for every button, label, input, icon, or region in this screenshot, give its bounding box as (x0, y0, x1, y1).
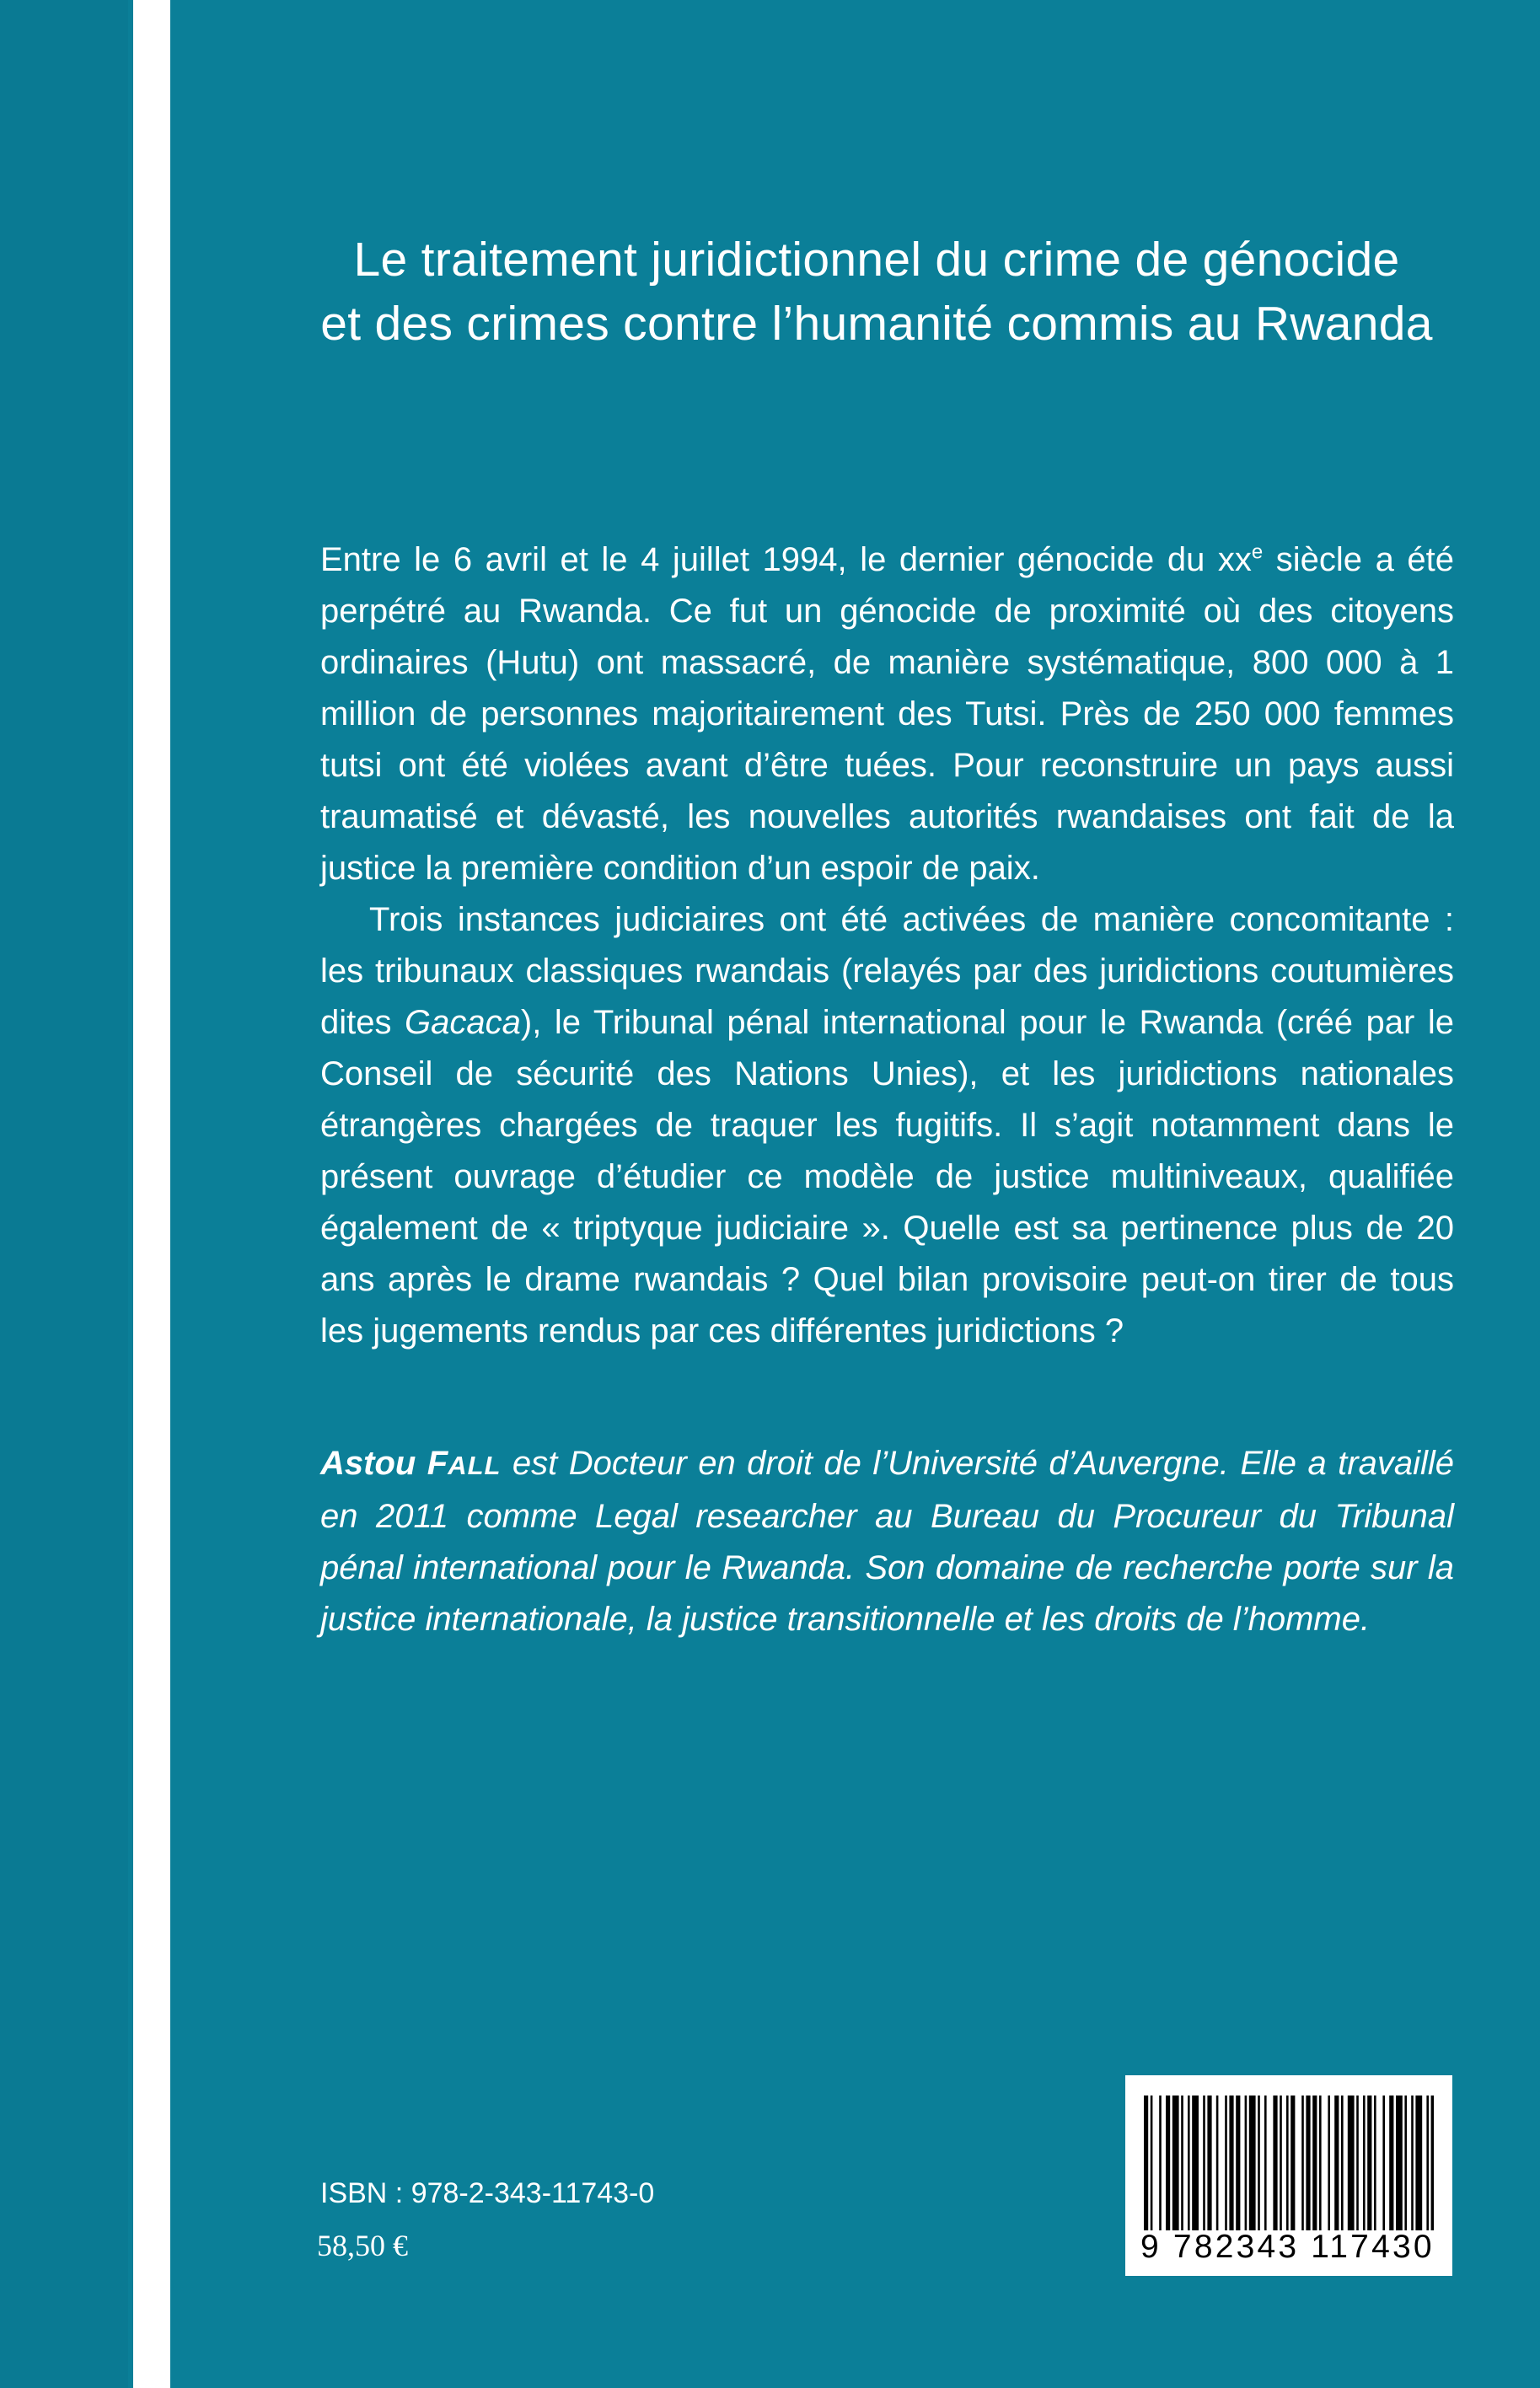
title-line-2: et des crimes contre l’humanité commis au Rwanda (320, 297, 1433, 351)
barcode-bar (1207, 2096, 1211, 2230)
barcode-bar (1151, 2096, 1153, 2230)
book-summary (320, 534, 1454, 1357)
barcode-bar (1181, 2096, 1183, 2230)
barcode-bar (1225, 2096, 1227, 2230)
author-name (320, 1445, 501, 1482)
barcode-bar (1341, 2096, 1344, 2230)
barcode-bar (1312, 2096, 1317, 2230)
barcode-bar (1264, 2096, 1267, 2230)
barcode-bar (1411, 2096, 1414, 2230)
barcode (1125, 2075, 1452, 2276)
barcode-bar (1273, 2096, 1277, 2230)
spine-band (0, 0, 128, 2388)
barcode-bar (1356, 2096, 1359, 2230)
barcode-bar (1258, 2096, 1260, 2230)
summary-p2-end: ), le Tribunal pénal international pour le Rwanda (créé par le Conseil de sécurité des Nations Unies), et les juridictions nationales étrangères chargées de traquer les fugitifs. Il s’agit notamment dans le présent ouvrage d’étudier ce modèle de justice multiniveaux, qualifiée également de « triptyque judiciaire ». Quelle est sa pertinence plus de 20 ans après le drame rwandais ? Quel bilan provisoire peut-on tirer de tous les jugements rendus par ces différentes juridictions ? (320, 1004, 1454, 1350)
barcode-bar (1188, 2096, 1190, 2230)
barcode-bar (1159, 2096, 1162, 2230)
barcode-bar (1203, 2096, 1205, 2230)
barcode-bar (1328, 2096, 1330, 2230)
gacaca-term: Gacaca (405, 1004, 521, 1041)
barcode-bar (1367, 2096, 1371, 2230)
barcode-bar (1286, 2096, 1289, 2230)
barcode-bar (1396, 2096, 1403, 2230)
barcode-bar (1245, 2096, 1248, 2230)
author-bio-text: est Docteur en droit de l’Université d’Auvergne. Elle a travaillé en 2011 comme Legal researcher au Bureau du Procureur du Tribunal pénal international pour le Rwanda. Son domaine de recherche porte sur la justice internationale, la justice transitionnelle et les droits de l’homme. (320, 1445, 1454, 1638)
barcode-bar (1236, 2096, 1240, 2230)
barcode-bar (1229, 2096, 1233, 2230)
summary-paragraph-1 (320, 534, 1454, 894)
barcode-digits: 9 782343 117430 (1140, 2229, 1435, 2265)
barcode-bar (1334, 2096, 1339, 2230)
barcode-bar (1363, 2096, 1366, 2230)
barcode-bar (1426, 2096, 1429, 2230)
barcode-bar (1382, 2096, 1385, 2230)
barcode-bar (1415, 2096, 1422, 2230)
barcode-bar (1249, 2096, 1256, 2230)
barcode-bar (1389, 2096, 1393, 2230)
spine-white-stripe (133, 0, 170, 2388)
barcode-bar (1431, 2096, 1434, 2230)
price-text: 58,50 € (317, 2229, 408, 2262)
book-title (253, 228, 1500, 356)
summary-paragraph-2 (320, 894, 1454, 1357)
barcode-bar (1290, 2096, 1295, 2230)
barcode-bar (1301, 2096, 1304, 2230)
barcode-bar (1216, 2096, 1219, 2230)
barcode-bar (1306, 2096, 1310, 2230)
summary-p1-end: siècle a été perpétré au Rwanda. Ce fut un génocide de proximité où des citoyens ordinaires (Hutu) ont massacré, de manière systématique, 800 000 à 1 million de personnes majoritairement des Tutsi. Près de 250 000 femmes tutsi ont été violées avant d’être tuées. Pour reconstruire un pays aussi traumatisé et dévasté, les nouvelles autorités rwandaises ont fait de la justice la première condition d’un espoir de paix. (320, 541, 1454, 887)
barcode-bars (1144, 2096, 1434, 2230)
barcode-bar (1319, 2096, 1322, 2230)
barcode-bar (1144, 2096, 1148, 2230)
century-superscript: e (1251, 540, 1264, 564)
author-first-name: Astou (320, 1445, 427, 1482)
author-last-initial: F (427, 1445, 448, 1482)
barcode-bar (1404, 2096, 1407, 2230)
barcode-bar (1166, 2096, 1170, 2230)
barcode-bar (1172, 2096, 1179, 2230)
barcode-bar (1192, 2096, 1199, 2230)
barcode-bar (1348, 2096, 1355, 2230)
summary-p1-start: Entre le 6 avril et le 4 juillet 1994, le dernier génocide du xx (320, 541, 1252, 578)
title-line-1: Le traitement juridictionnel du crime de génocide (353, 233, 1400, 287)
author-bio (320, 1438, 1454, 1645)
author-last-rest: ALL (448, 1451, 502, 1480)
barcode-bar (1280, 2096, 1282, 2230)
barcode-bar (1374, 2096, 1376, 2230)
summary-p2-start: Trois instances judiciaires ont été activées de manière concomitante : les tribunaux classiques rwandais (relayés par des juridictions coutumières dites (320, 901, 1454, 1041)
isbn-text: ISBN : 978-2-343-11743-0 (320, 2177, 655, 2209)
